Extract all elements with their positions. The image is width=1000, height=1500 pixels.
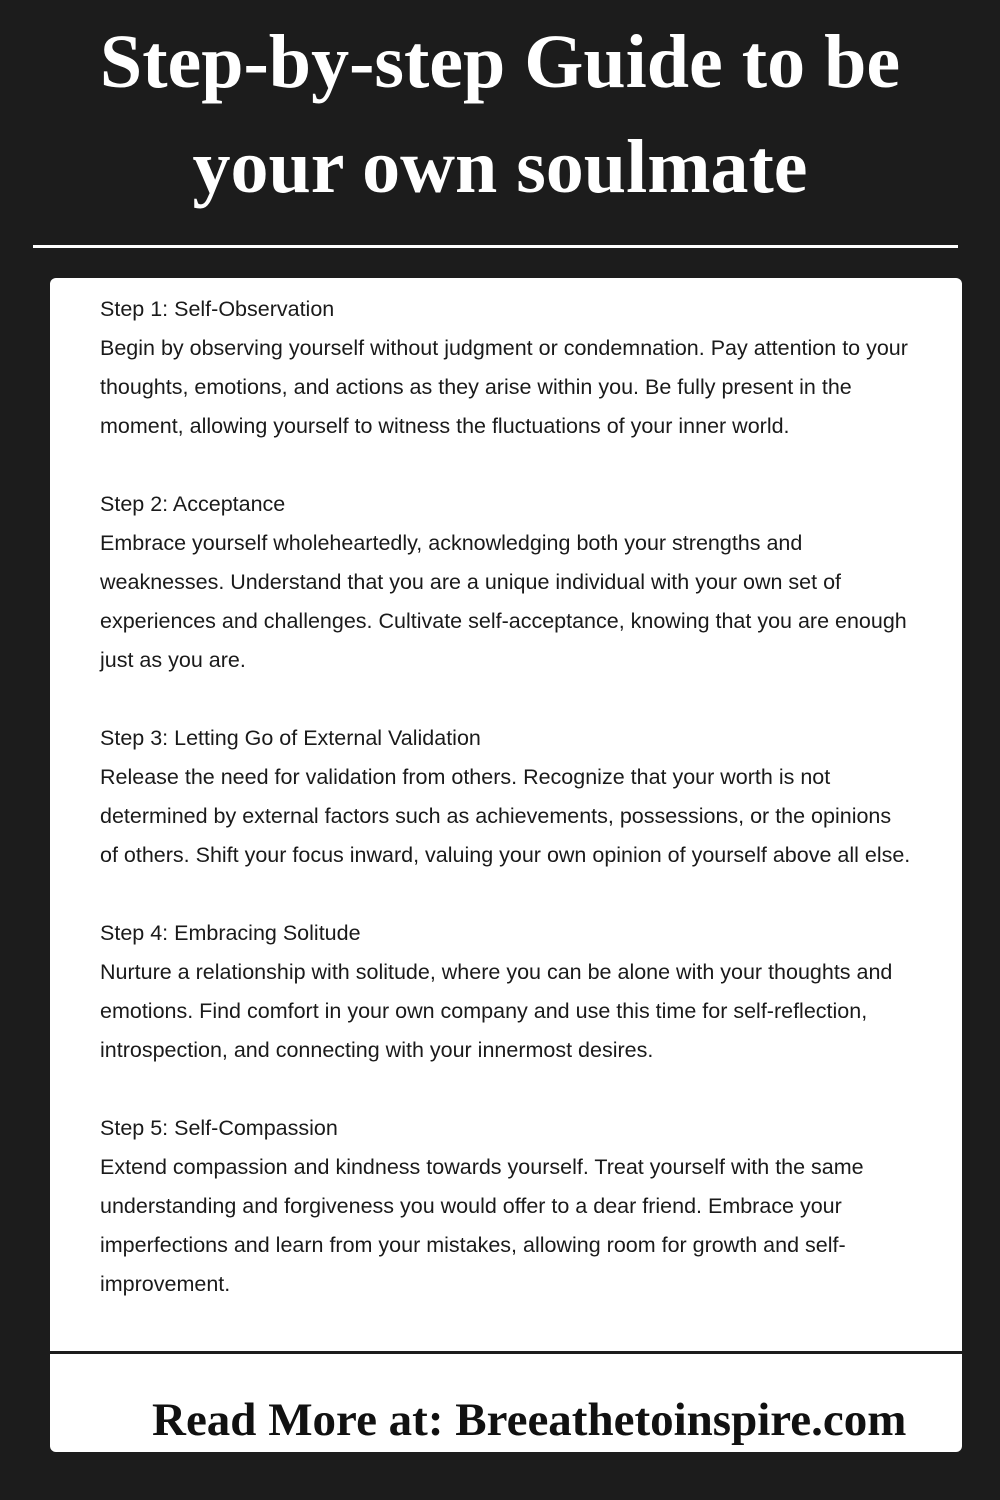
step-text-line: thoughts, emotions, and actions as they arise within you. Be fully present in the bbox=[100, 375, 852, 399]
step-text-line: moment, allowing yourself to witness the fluctuations of your inner world. bbox=[100, 414, 790, 438]
step-text-line: Release the need for validation from others. Recognize that your worth is not bbox=[100, 765, 831, 789]
step-text-line: determined by external factors such as achievements, possessions, or the opinions bbox=[100, 804, 892, 828]
page-title-line-2: your own soulmate bbox=[192, 125, 808, 209]
step-2 bbox=[100, 485, 950, 680]
step-text-line: introspection, and connecting with your innermost desires. bbox=[100, 1038, 654, 1062]
step-text-line: weaknesses. Understand that you are a unique individual with your own set of bbox=[100, 570, 841, 594]
step-heading: Step 5: Self-Compassion bbox=[100, 1116, 338, 1140]
step-text-line: emotions. Find comfort in your own company and use this time for self-reflection, bbox=[100, 999, 868, 1023]
footer-divider bbox=[50, 1351, 977, 1354]
read-more-link[interactable]: Read More at: Breeathetoinspire.com bbox=[152, 1394, 907, 1446]
step-text-line: Embrace yourself wholeheartedly, acknowledging both your strengths and bbox=[100, 531, 803, 555]
step-text-line: Nurture a relationship with solitude, where you can be alone with your thoughts and bbox=[100, 960, 893, 984]
step-text-line: Begin by observing yourself without judgment or condemnation. Pay attention to your bbox=[100, 336, 908, 360]
guide-card bbox=[50, 278, 962, 1452]
step-4 bbox=[100, 914, 950, 1070]
page-title-line-1: Step-by-step Guide to be bbox=[99, 20, 901, 104]
step-heading: Step 4: Embracing Solitude bbox=[100, 921, 361, 945]
step-text-line: experiences and challenges. Cultivate self-acceptance, knowing that you are enough bbox=[100, 609, 907, 633]
step-heading: Step 1: Self-Observation bbox=[100, 297, 335, 321]
step-heading: Step 3: Letting Go of External Validation bbox=[100, 726, 481, 750]
step-text-line: improvement. bbox=[100, 1272, 231, 1296]
step-text-line: Extend compassion and kindness towards yourself. Treat yourself with the same bbox=[100, 1155, 864, 1179]
step-text-line: of others. Shift your focus inward, valuing your own opinion of yourself above all else. bbox=[100, 843, 911, 867]
step-text-line: just as you are. bbox=[100, 648, 246, 672]
page-title bbox=[0, 10, 1000, 220]
step-text-line: understanding and forgiveness you would offer to a dear friend. Embrace your bbox=[100, 1194, 842, 1218]
title-divider bbox=[33, 245, 958, 248]
step-text-line: imperfections and learn from your mistakes, allowing room for growth and self- bbox=[100, 1233, 846, 1257]
step-5 bbox=[100, 1109, 950, 1304]
steps-list bbox=[100, 290, 950, 1343]
step-heading: Step 2: Acceptance bbox=[100, 492, 286, 516]
step-3 bbox=[100, 719, 950, 875]
step-1 bbox=[100, 290, 950, 446]
